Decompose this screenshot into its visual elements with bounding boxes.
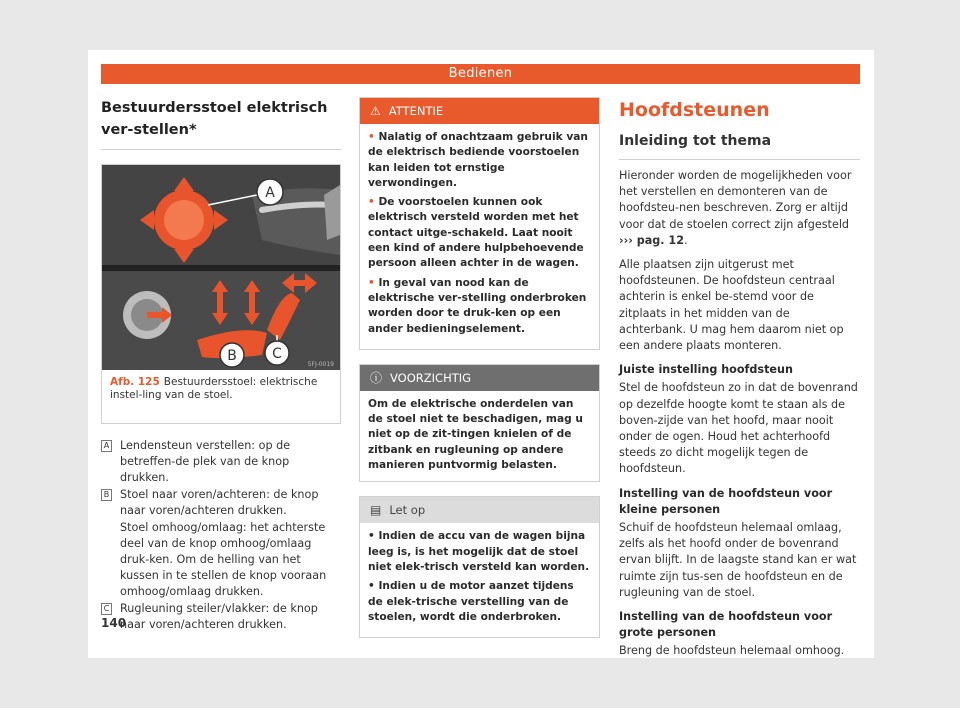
paragraph: Breng de hoofdsteun helemaal omhoog. (619, 644, 845, 658)
paragraph: Alle plaatsen zijn uitgerust met hoofdsteunen. De hoofdsteun centraal achterin is enkel be-stemd voor de zitplaats in het midden van de achterbank. U mag hem daarom niet op een andere plaats monteren. (619, 258, 844, 353)
section-heading: Hoofdsteunen (619, 99, 770, 121)
label-c: C (272, 346, 282, 362)
attentie-header: ⚠ ATTENTIE (360, 98, 599, 124)
figure-caption (102, 370, 340, 408)
paragraph: Hieronder worden de mogelijkheden voor het verstellen en demonteren van de hoofdsteu-nen beschreven. Zorg er altijd voor dat de stoelen correct zijn afgesteld ››› pag. 12. (619, 169, 852, 247)
figure-number: Afb. 125 (110, 376, 160, 388)
voorzichtig-header: ⓘ VOORZICHTIG (360, 365, 599, 391)
paragraph: Stel de hoofdsteun zo in dat de bovenrand op dezelfde hoogte komt te staan als de boven-zijde van het hoofd, maar nooit onder de ogen. Houd het achterhoofd steeds zo dicht mogelijk tegen de hoofdsteun. (619, 381, 858, 476)
instruction-list (101, 438, 341, 633)
voorzichtig-box: ⓘ VOORZICHTIG Om de elektrische onderdelen van de stoel niet te beschadigen, mag u niet op de zit-tingen knielen of de zitbank en rugleuning op andere manieren puntvormig belasten. (359, 364, 600, 482)
badge-b: B (101, 489, 112, 501)
badge-c: C (101, 603, 112, 615)
seat-controls-illustration (102, 165, 340, 370)
subheading: Juiste instelling hoofdsteun (619, 363, 793, 377)
paragraph: Schuif de hoofdsteun helemaal omlaag, zelfs als het hoofd onder de bovenrand ervan blijft. In de laagste stand kan er wat ruimte zijn tus-sen de hoofdsteun en de rugleuning van de stoel. (619, 521, 857, 599)
badge-a: A (101, 440, 112, 452)
subheading: Instelling van de hoofdsteun voor grote personen (619, 610, 833, 640)
letop-box: ▤ Let op • Indien de accu van de wagen bijna leeg is, is het mogelijk dat de stoel niet elek-trisch versteld kan worden. • Indien u de motor aanzet tijdens de elek-trische verstelling van de stoelen, wordt die onderbroken. (359, 496, 600, 638)
right-column (619, 97, 860, 660)
letop-header: ▤ Let op (360, 497, 599, 523)
section-subheading: Inleiding tot thema (619, 131, 860, 160)
subheading: Instelling van de hoofdsteun voor kleine personen (619, 486, 833, 516)
page-reference-link[interactable]: ››› pag. 12 (619, 233, 685, 247)
list-item: A Lendensteun verstellen: op de betreffen-de plek van de knop drukken. (101, 438, 341, 486)
warning-icon: ⚠ (370, 104, 381, 118)
label-a: A (265, 185, 275, 201)
figure-caption-text: Bestuurdersstoel: elektrische instel-ling van de stoel. (110, 376, 318, 401)
note-icon: ▤ (370, 503, 382, 518)
figure-code: 5FJ-0019 (307, 361, 334, 368)
attentie-box: ⚠ ATTENTIE • Nalatig of onachtzaam gebruik van de elektrisch bediende voorstoelen kan leiden tot ernstige verwondingen. • De voorstoelen kunnen ook elektrisch versteld worden met het contact uitge-schakeld. Laat nooit een kind of andere hulpbehoevende persoon alleen achter in de wagen. • In geval van nood kan de elektrische ver-stelling onderbroken worden door te druk-ken op een ander bedieningselement. (359, 97, 600, 350)
label-b: B (227, 348, 237, 364)
list-item: Stoel omhoog/omlaag: het achterste deel van de knop omhoog/omlaag druk-ken. Om de helling van het kussen in te stellen de knop vooraan omhoog/omlaag drukken. (120, 521, 327, 598)
left-column (101, 97, 341, 634)
figure (101, 164, 341, 424)
info-icon: ⓘ (370, 371, 383, 386)
middle-column (359, 97, 600, 652)
chapter-header: Bedienen (101, 64, 860, 84)
list-item: C Rugleuning steiler/vlakker: de knop naar voren/achteren drukken. (101, 601, 341, 633)
section-title: Bestuurdersstoel elektrisch ver-stellen* (101, 97, 341, 150)
list-item: B Stoel naar voren/achteren: de knop naar voren/achteren drukken. (101, 487, 341, 519)
page-number: 140 (101, 616, 127, 630)
